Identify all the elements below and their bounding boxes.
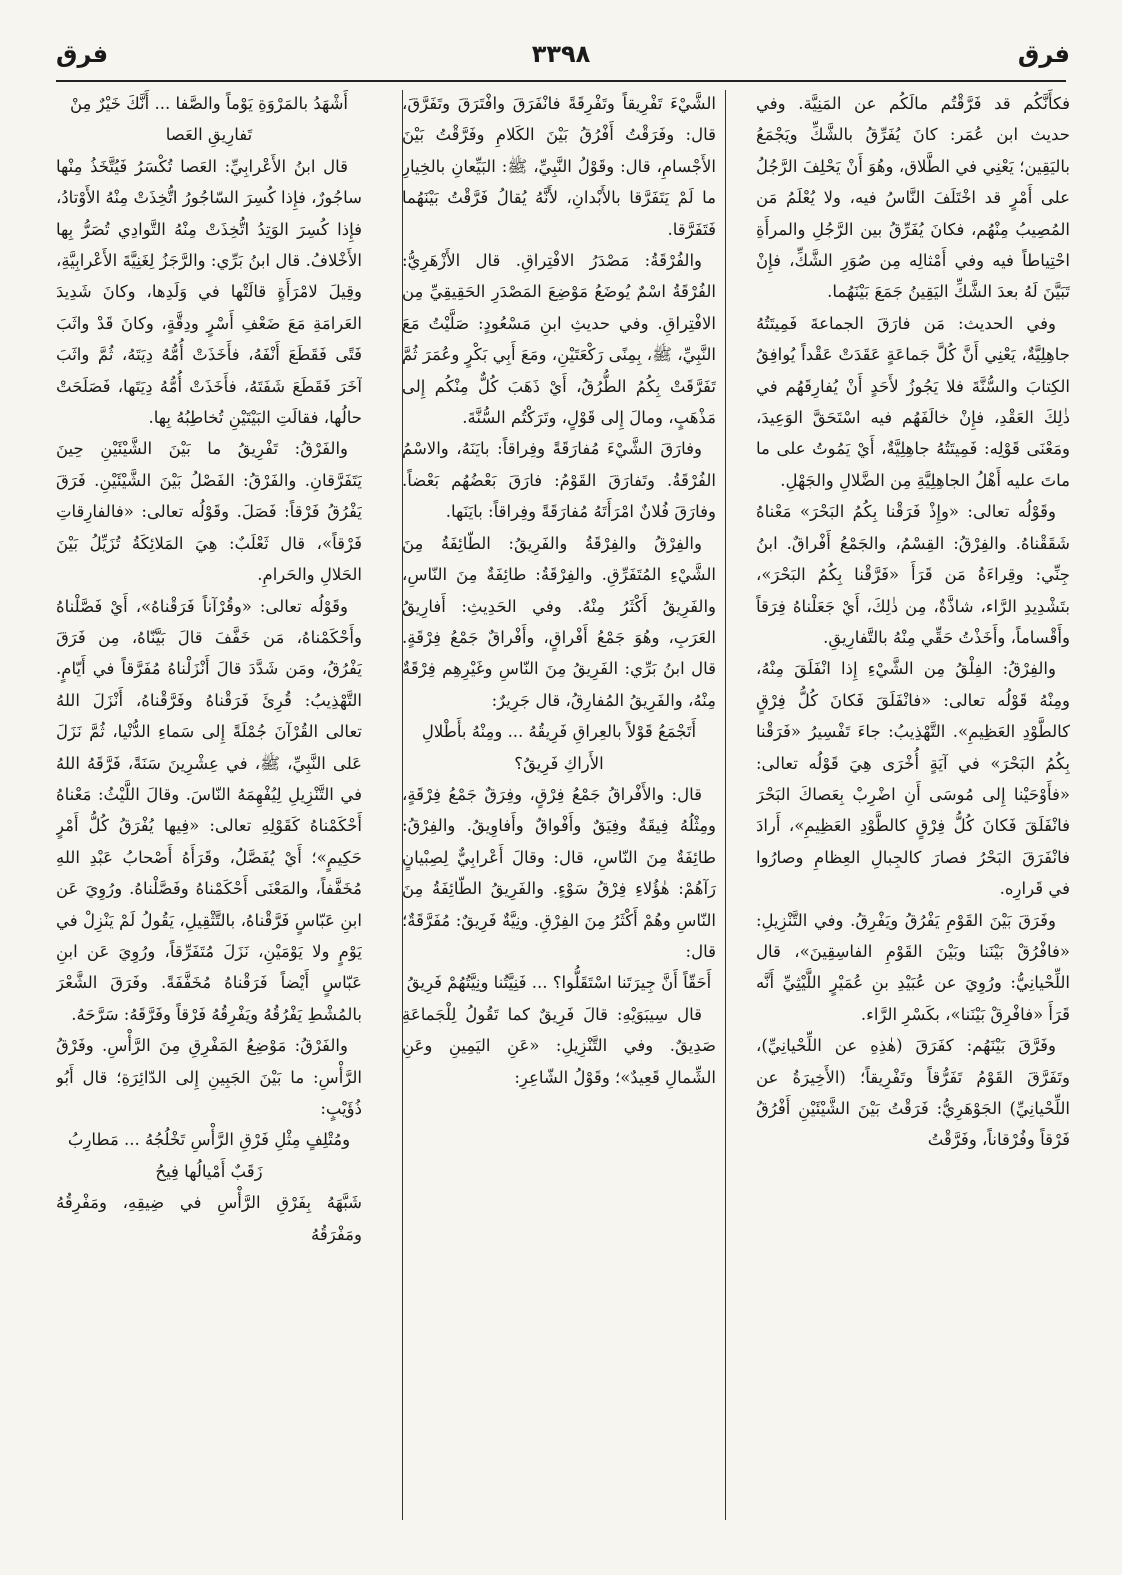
- page-number: ٣٣٩٨: [531, 40, 591, 68]
- paragraph: وقَوْلُه تعالى: «وقُرْآناً فَرَقْناهُ»، أَيْ فَصَّلْناهُ وأَحْكَمْناهُ، مَن خَفَّفَ قالَ بَيَّنّاهُ، مِن فَرَقَ يَفْرُقُ، ومَن شَدَّدَ قالَ أَنْزَلْناهُ مُفَرَّقاً في أَيّامٍ. التَّهْذِيبُ: قُرِئَ فَرَقْناهُ وفَرَّقْناهُ، أَنْزَلَ اللهُ تعالى القُرْآنَ جُمْلَةً إِلى سَماءِ الدُّنْيا، ثُمَّ نَزَلَ عَلى النَّبِيِّ، ﷺ، في عِشْرِينَ سَنَةً، فَرَّقَهُ اللهُ في التَّنْزِيلِ لِيُفْهِمَهُ النّاسَ. وقالَ اللَّيْثُ: مَعْناهُ أَحْكَمْناهُ كَقَوْلِهِ تعالى: «فِيها يُفْرَقُ كُلُّ أَمْرٍ حَكِيمٍ»؛ أَيْ يُفَصَّلُ، وقَرَأَهُ أَصْحابُ عَبْدِ اللهِ مُخَفَّفاً، والمَعْنَى أَحْكَمْناهُ وفَصَّلْناهُ. ورُوِيَ عَن ابنِ عَبّاسٍ فَرَّقْناهُ، بالتَّثْقِيلِ، يَقُولُ لَمْ يَنْزِلْ في يَوْمٍ ولا يَوْمَيْنِ، نَزَلَ مُتَفَرِّقاً، ورُوِيَ عَن ابنِ عَبّاسٍ أَيْضاً فَرَقْناهُ مُخَفَّفَةً. وفَرَقَ الشَّعْرَ بالمُشْطِ يَفْرُقُهُ ويَفْرِقُهُ فَرْقاً وفَرَّقَهُ: سَرَّحَهُ.: [56, 596, 362, 1024]
- text-column-left: [56, 88, 362, 1520]
- paragraph: والفِرْقُ: الفِلْقُ مِن الشَّيْءِ إِذا انْفَلَقَ مِنْهُ، ومِنْهُ قَوْلُه تعالى: «فانْفَلَقَ فَكانَ كُلُّ فِرْقٍ كالطَّوْدِ العَظِيمِ». التَّهْذِيبُ: جاءَ تَفْسِيرُ «فَرَقْنا بِكُمُ البَحْرَ» في آيَةٍ أُخْرَى هِيَ قَوْلُه تعالى: «فأَوْحَيْنا إِلى مُوسَى أَنِ اضْرِبْ بِعَصاكَ البَحْرَ فانْفَلَقَ فَكانَ كُلُّ فِرْقٍ كالطَّوْدِ العَظِيمِ»، أَرادَ فانْفَرَقَ البَحْرُ فصارَ كالجِبالِ العِظامِ وصارُوا في قَرارِه.: [756, 659, 1070, 899]
- paragraph: الشَّيْءَ تَفْرِيقاً وتَفْرِقَةً فانْفَرَقَ وافْتَرَقَ وتَفَرَّقَ، قال: وفَرَقْتُ أَفْرُقُ بَيْنَ الكَلامِ وفَرَّقْتُ بَيْنَ الأَجْسامِ، قال: وقَوْلُ النَّبِيِّ، ﷺ: البَيِّعانِ بالخِيارِ ما لَمْ يَتَفَرَّقا بالأَبْدانِ، لأَنَّهُ يُقالُ فَرَّقْتُ بَيْنَهُما فَتَفَرَّقا.: [402, 94, 716, 239]
- running-headword-left: فرق: [56, 40, 109, 68]
- paragraph: وفَرَقَ بَيْنَ القَوْمِ يَفْرُقُ ويَفْرِقُ. وفي التَّنْزِيلِ: «فافْرُقْ بَيْنَنا وبَيْنَ القَوْمِ الفاسِقِينَ»، قال اللِّحْيانِيُّ: ورُوِيَ عن عُبَيْدِ بنِ عُمَيْرٍ اللَّيْثِيِّ أَنَّه قَرَأَ «فافْرِقْ بَيْنَنا»، بكَسْرِ الرَّاء.: [756, 910, 1070, 1024]
- paragraph: والفِرْقُ والفِرْقَةُ والفَرِيقُ: الطّائِفَةُ مِنَ الشَّيْءِ المُتَفَرِّقِ. والفِرْقَةُ: طائِفَةٌ مِنَ النّاسِ، والفَرِيقُ أَكْثَرُ مِنْهُ. وفي الحَدِيثِ: أَفارِيقُ العَرَبِ، وهُوَ جَمْعُ أَفْراقٍ، وأَفْراقٌ جَمْعُ فِرْقَةٍ. قال ابنُ بَرِّي: الفَرِيقُ مِنَ النّاسِ وغَيْرِهِم فِرْقَةٌ مِنْهُ، والفَرِيقُ المُفارِقُ، قال جَرِيرٌ:: [402, 533, 716, 710]
- verse-line: ومُتْلِفٍ مِثْلِ فَرْقِ الرَّأْسِ تَخْلُجُهُ ... مَطارِبُ زَقَبٌ أَمْيالُها فِيحُ: [67, 1130, 351, 1181]
- paragraph: قال ابنُ الأَعْرابِيِّ: العَصا تُكْسَرُ فَيُتَّخَذُ مِنْها ساجُورٌ، فإِذا كُسِرَ السّاجُورُ اتُّخِذَتْ مِنْهُ الأَوْتادُ، فإِذا كُسِرَ الوَتِدُ اتُّخِذَتْ مِنْهُ التَّوادِي تُصَرُّ بِها الأَخْلافُ. قال ابنُ بَرِّي: والرَّجَزُ لِغَنِيَّةَ الأَعْرابِيَّةِ، وقِيلَ لامْرَأَةٍ قالَتْها في وَلَدِها، وكانَ شَدِيدَ العَرامَةِ مَعَ ضَعْفِ أَسْرٍ ودِقَّةٍ، وكانَ قَدْ واثَبَ فَتًى فَقَطَعَ أَنْفَهُ، فأَخَذَتْ أُمُّهُ دِيَتَهُ، ثُمَّ واثَبَ آخَرَ فَقَطَعَ شَفَتَهُ، فأَخَذَتْ أُمُّهُ دِيَتَها، فَصَلَحَتْ حالُها، فقالَتِ البَيْتَيْنِ تُخاطِبُهُ بِها.: [56, 156, 362, 428]
- paragraph: قال: والأَفْراقُ جَمْعُ فِرْقٍ، وفِرَقٌ جَمْعُ فِرْقَةٍ، ومِثْلُهُ فِيقَةٌ وفِيَقٌ وأَفْواقٌ وأَفاوِيقُ. والفِرْقُ: طائِفَةٌ مِنَ النّاسِ، قال: وقالَ أَعْرابِيٌّ لِصِبْيانٍ رَآهُمْ: هٰؤُلاءِ فِرْقُ سَوْءٍ. والفَرِيقُ الطّائِفَةُ مِنَ النّاسِ وهُمْ أَكْثَرُ مِنَ الفِرْقِ. ونِيَّةٌ فَرِيقٌ: مُفَرَّقَةٌ؛ قال:: [402, 784, 716, 961]
- paragraph: شَبَّهَهُ بِفَرْقِ الرَّأْسِ في ضِيقِهِ، ومَفْرِقُهُ ومَفْرَقُهُ: [56, 1193, 362, 1244]
- paragraph: قال سِيبَوَيْهِ: قالَ فَرِيقٌ كما تَقُولُ لِلْجَماعَةِ صَدِيقٌ. وفي التَّنْزِيلِ: «عَنِ اليَمِينِ وعَنِ الشِّمالِ قَعِيدٌ»؛ وقَوْلُ الشّاعِرِ:: [402, 1004, 716, 1087]
- text-column-middle: [402, 88, 716, 1520]
- running-headword-right: فرق: [1017, 40, 1070, 68]
- paragraph: فكأَنَّكُم قد فَرَّقْتُم مالَكُم عن المَنِيَّة. وفي حديث ابن عُمَر: كانَ يُفَرِّقُ بالشَّكِّ ويَجْمَعُ باليَقِين؛ يَعْنِي في الطَّلاق، وهُوَ أَنْ يَحْلِفَ الرَّجُلُ على أَمْرٍ قد اخْتَلَفَ النَّاسُ فيه، ولا يُعْلَمُ مَن المُصِيبُ مِنْهُم، فكانَ يُفَرِّقُ بين الرَّجُلِ والمرأَةِ احْتِياطاً فيه وفي أَمْثالِه مِن صُوَرِ الشَّكِّ، فإِنْ تَبَيَّنَ لَهُ بعدَ الشَّكِّ اليَقِينُ جَمَعَ بَيْنَهُما.: [756, 94, 1070, 302]
- paragraph: وفَرَّقَ بَيْنَهُم: كفَرَقَ (هٰذِهِ عن اللِّحْيانِيِّ)، وتَفَرَّقَ القَوْمُ تَفَرُّقاً وتَفْرِيقاً؛ (الأَخِيرَةُ عن اللِّحْيانِيِّ) الجَوْهَرِيُّ: فَرَقْتُ بَيْنَ الشَّيْئَيْنِ أَفْرُقُ فَرْقاً وفُرْقاناً، وفَرَّقْتُ: [756, 1036, 1070, 1150]
- paragraph: وفارَقَ الشَّيْءَ مُفارَقَةً وفِراقاً: بايَنَهُ، والاسْمُ الفُرْقَةُ. وتَفارَقَ القَوْمُ: فارَقَ بَعْضُهُم بَعْضاً. وفارَقَ فُلانٌ امْرَأَتَهُ مُفارَقَةً وفِراقاً: بايَنَها.: [402, 439, 716, 522]
- paragraph: والفَرْقُ: مَوْضِعُ المَفْرِقِ مِنَ الرَّأْسِ. وفَرْقُ الرَّأْسِ: ما بَيْنَ الجَبِينِ إِلى الدّائِرَةِ؛ قال أَبُو ذُؤَيْبٍ:: [56, 1036, 362, 1118]
- paragraph: والفُرْقَةُ: مَصْدَرُ الافْتِراقِ. قال الأَزْهَرِيُّ: الفُرْقَةُ اسْمٌ يُوضَعُ مَوْضِعَ المَصْدَرِ الحَقِيقِيِّ مِن الافْتِراقِ. وفي حديثِ ابنِ مَسْعُودٍ: صَلَّيْتُ مَعَ النَّبِيِّ، ﷺ، بِمِنًى رَكْعَتَيْنِ، ومَعَ أَبِي بَكْرٍ وعُمَرَ ثُمَّ تَفَرَّقَتْ بِكُمُ الطُّرُقُ، أَيْ ذَهَبَ كُلٌّ مِنْكُم إِلى مَذْهَبٍ، ومالَ إِلى قَوْلٍ، وتَرَكْتُم السُّنَّةَ.: [402, 251, 716, 428]
- paragraph: وفي الحديث: مَن فارَقَ الجماعةَ فَمِيتَتُهُ جاهِلِيَّةٌ، يَعْنِي أَنَّ كُلَّ جَماعَةٍ عَقَدَتْ عَقْداً يُوافِقُ الكِتابَ والسُّنَّةَ فلا يَجُوزُ لأَحَدٍ أَنْ يُفارِقَهُم في ذٰلِكَ العَقْدِ، فإِنْ خالَفَهُم فيه اسْتَحَقَّ الوَعِيدَ، ومَعْنَى قَوْلِه: فَمِيتَتُهُ جاهِلِيَّةٌ، أَيْ يَمُوتُ على ما ماتَ عليه أَهْلُ الجاهِلِيَّةِ مِن الضَّلالِ والجَهْلِ.: [756, 313, 1070, 490]
- verse-line: أَتَجْمَعُ قَوْلاً بالعِراقِ فَرِيقُهُ ... ومِنْهُ بأَطْلالِ الأَراكِ فَرِيقُ؟: [421, 722, 697, 773]
- verse-line: أَشْهَدُ بالمَرْوَةِ يَوْماً والصَّفا ... أَنَّكَ خَيْرٌ مِنْ تَفارِيقِ العَصا: [69, 94, 349, 145]
- column-divider: [725, 90, 726, 1520]
- header-rule: [56, 80, 1066, 82]
- paragraph: والفَرْقُ: تَفْرِيقُ ما بَيْنَ الشَّيْئَيْنِ حِينَ يَتَفَرَّقانِ. والفَرْقُ: الفَصْلُ بَيْنَ الشَّيْئَيْنِ. فَرَقَ يَفْرُقُ فَرْقاً: فَصَلَ. وقَوْلُه تعالى: «فالفارِقاتِ فَرْقاً»، قال ثَعْلَبٌ: هِيَ المَلائِكَةُ تُزَيِّلُ بَيْنَ الحَلالِ والحَرامِ.: [56, 439, 362, 585]
- paragraph: وقَوْلُه تعالى: «وإِذْ فَرَقْنا بِكُمُ البَحْرَ» مَعْناهُ شَقَقْناهُ. والفِرْقُ: القِسْمُ، والجَمْعُ أَفْراقٌ. ابنُ جِنِّي: وقِراءَةُ مَن قَرَأَ «فَرَّقْنا بِكُمُ البَحْرَ»، بتَشْدِيدِ الرَّاء، شاذَّةٌ، مِن ذٰلِكَ، أَيْ جَعَلْناهُ فِرَقاً وأَقْساماً، وأَخَذْتُ حَقِّي مِنْهُ بالتَّفارِيقِ.: [756, 502, 1070, 647]
- text-column-right: [756, 88, 1070, 1520]
- verse-line: أَحَقّاً أَنَّ جِيرَتَنا اسْتَقَلُّوا؟ ... فَنِيَّتُنا ونِيَّتُهُمْ فَرِيقُ: [406, 973, 712, 993]
